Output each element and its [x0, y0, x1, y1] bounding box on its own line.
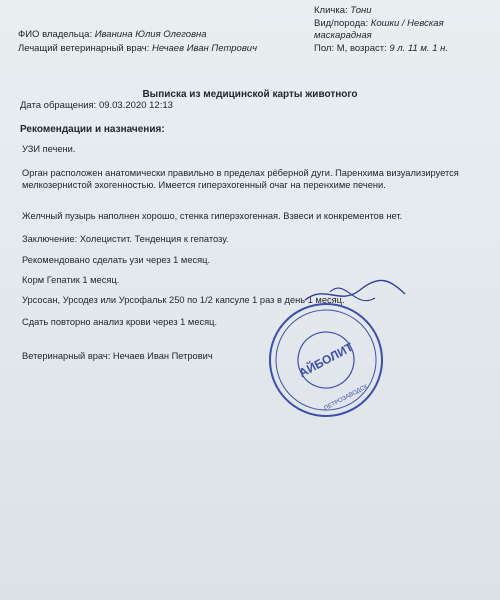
visit-date [20, 100, 173, 111]
animal-info [314, 5, 494, 55]
paragraph-organ: Орган расположен анатомически правильно в пределах рёберной дуги. Паренхима визуализируется мелкозернистой эхогенностью. Имеется гиперэхогенный очаг на перенхиме печени. [22, 168, 459, 191]
recommendations-title: Рекомендации и назначения: [20, 124, 165, 135]
sex-age-row [314, 43, 494, 56]
paragraph-recommend-us: Рекомендовано сделать узи через 1 месяц. [22, 255, 211, 265]
owner-label: ФИО владельца: [18, 29, 93, 40]
vet-label: Лечащий ветеринарный врач: [18, 42, 150, 54]
age-value: 9 л. 11 м. 1 н. [389, 42, 449, 54]
vet-signature-line: Ветеринарный врач: Нечаев Иван Петрович [22, 351, 213, 361]
vet-value: Нечаев Иван Петрович [152, 42, 257, 54]
paragraph-conclusion: Заключение: Холецистит. Тенденция к гепатозу. [22, 234, 229, 244]
paragraph-medication: Урсосан, Урсодез или Урсофальк 250 по 1/2 капсуле 1 раз в день 1 месяц. [22, 295, 345, 305]
nickname-label: Кличка: [314, 5, 348, 16]
species-label: Вид/порода: [314, 17, 369, 29]
paragraph-food: Корм Гепатик 1 месяц. [22, 275, 120, 285]
species-value-line2: маскарадная [314, 30, 372, 41]
clinic-stamp [266, 300, 386, 420]
paragraph-gallbladder: Желчный пузырь наполнен хорошо, стенка гиперэхогенная. Взвеси и конкрементов нет. [22, 211, 403, 221]
age-label: возраст: [349, 42, 387, 54]
species-row [314, 18, 494, 31]
stamp-center-text: АЙБОЛИТ [296, 339, 356, 381]
sex-value: М, [336, 42, 348, 54]
document-title: Выписка из медицинской карты животного [142, 89, 358, 100]
date-value: 09.03.2020 12:13 [98, 100, 173, 111]
stamp-ring-text: ПЕТРОЗАВОДСК [323, 383, 369, 412]
nickname-value: Тони [350, 5, 372, 16]
sex-label: Пол: [314, 42, 335, 54]
vet-row [18, 42, 257, 56]
owner-row [18, 28, 257, 42]
nickname-row [314, 5, 494, 18]
date-label: Дата обращения: [20, 100, 97, 111]
species-value-line1: Кошки / Невская [370, 17, 444, 29]
owner-info [18, 28, 257, 55]
paragraph-bloodtest: Сдать повторно анализ крови через 1 месяц. [22, 317, 218, 327]
owner-value: Иванина Юлия Олеговна [94, 29, 207, 40]
paragraph-ultrasound: УЗИ печени. [22, 144, 76, 154]
